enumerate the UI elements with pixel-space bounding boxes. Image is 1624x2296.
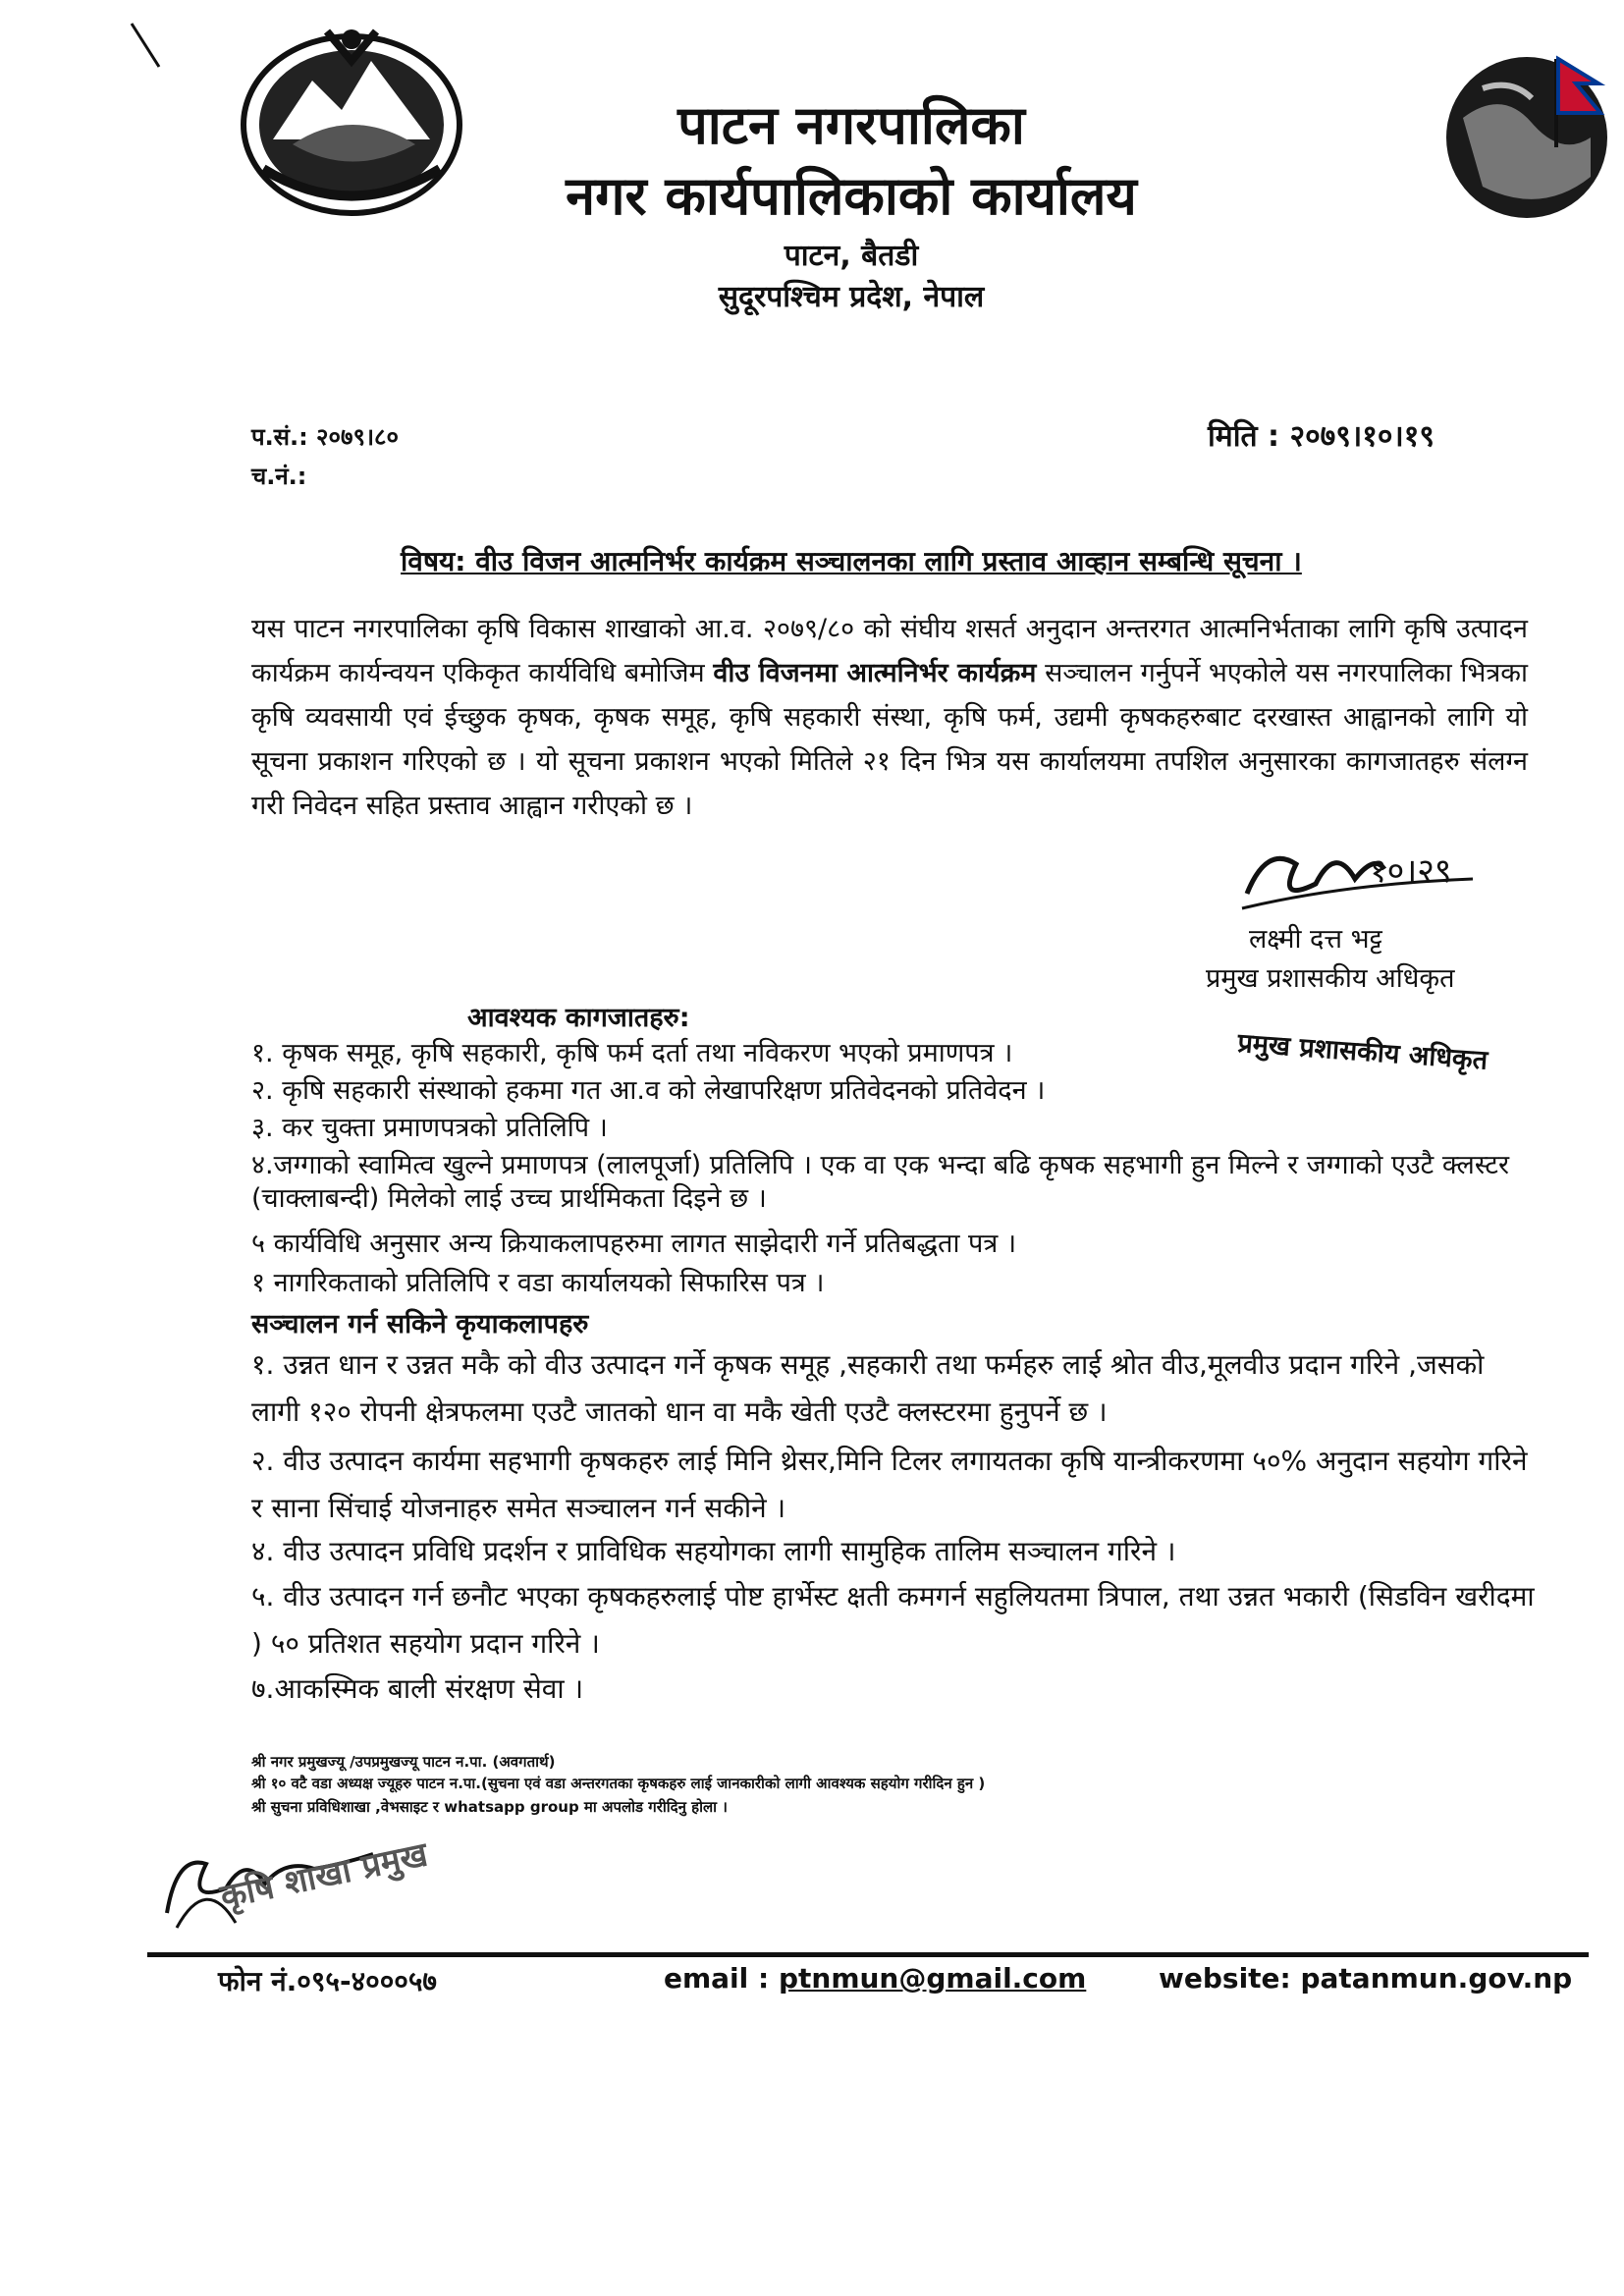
activities-heading: सञ्चालन गर्न सकिने कृयाकलापहरु [251, 1309, 589, 1339]
list-item: १. कृषक समूह, कृषि सहकारी, कृषि फर्म दर्ता तथा नविकरण भएको प्रमाणपत्र । [251, 1038, 1013, 1068]
list-item: १ नागरिकताको प्रतिलिपि र वडा कार्यालयको सिफारिस पत्र । [251, 1268, 825, 1298]
documents-heading: आवश्यक कागजातहरु: [467, 1003, 690, 1033]
office-name: पाटन नगरपालिका [677, 94, 1025, 156]
email-label: email : [664, 1962, 779, 1995]
list-item: ५ कार्यविधि अनुसार अन्य क्रियाकलापहरुमा लागत साझेदारी गर्ने प्रतिबद्धता पत्र । [251, 1229, 1017, 1259]
section-stamp: कृषि शाखा प्रमुख [217, 1834, 431, 1918]
footer-website[interactable]: website: patanmun.gov.np [1159, 1962, 1573, 1995]
address-line-1: पाटन, बैतडी [784, 239, 919, 273]
address-line-2: सुदूरपश्चिम प्रदेश, नेपाल [718, 280, 985, 314]
dispatch-number: च.नं.: [251, 463, 307, 490]
office-subtitle: नगर कार्यपालिकाको कार्यालय [566, 165, 1137, 227]
list-item: २. कृषि सहकारी संस्थाको हकमा गत आ.व को लेखापरिक्षण प्रतिवेदनको प्रतिवेदन । [251, 1075, 1046, 1106]
signatory-name: लक्ष्मी दत्त भट्ट [1249, 924, 1382, 955]
body-program-name: वीउ विजनमा आत्मनिर्भर कार्यक्रम [713, 658, 1037, 688]
subject-line: विषय: वीउ विजन आत्मनिर्भर कार्यक्रम सञ्चालनका लागि प्रस्ताव आव्हान सम्बन्धि सूचना । [401, 545, 1302, 577]
email-link[interactable]: ptnmun@gmail.com [778, 1962, 1087, 1995]
list-item: ४.जग्गाको स्वामित्व खुल्ने प्रमाणपत्र (लालपूर्जा) प्रतिलिपि । एक वा एक भन्दा बढि कृषक सहभागी हुन मिल्ने र जग्गाको एउटै क्लस्टर (चाक्लाबन्दी) मिलेको लाई उच्च प्रार्थमिकता दिइने छ । [251, 1150, 1510, 1214]
pen-mark [128, 20, 167, 74]
notice-body [251, 607, 1528, 828]
letter-date: मिति : २०७९।१०।१९ [1208, 419, 1435, 454]
footer-divider [147, 1952, 1589, 1957]
list-item: ५. वीउ उत्पादन गर्न छनौट भएका कृषकहरुलाई पोष्ट हार्भेस्ट क्षती कमगर्न सहुलियतमा त्रिपाल, तथा उन्नत भकारी (सिडविन खरीदमा ) ५० प्रतिशत सहयोग प्रदान गरिने । [251, 1580, 1535, 1660]
body-part-1: यस पाटन नगरपालिका कृषि विकास शाखाको आ.व. २०७९/८० को संघीय शसर्त अनुदान अन्तरगत आत्मनिर्भताका लागि कृषि उत्पादन कार्यक्रम कार्यन्वयन एकिकृत कार्यविधि बमोजिम [251, 614, 1528, 688]
list-item: २. वीउ उत्पादन कार्यमा सहभागी कृषकहरु लाई मिनि थ्रेसर,मिनि टिलर लगायतका कृषि यान्त्रीकरणमा ५०% अनुदान सहयोग गरिने र साना सिंचाई योजनाहरु समेत सञ्चालन गर्न सकीने । [251, 1445, 1528, 1524]
reference-number: प.सं.: २०७९।८० [251, 423, 400, 451]
signatory-designation: प्रमुख प्रशासकीय अधिकृत [1206, 963, 1455, 994]
cc-line: श्री नगर प्रमुखज्यू /उपप्रमुखज्यू पाटन न.पा. (अवगतार्थ) [251, 1753, 556, 1771]
signature-date: १०।२९ [1370, 851, 1452, 891]
cc-line: श्री सुचना प्रविधिशाखा ,वेभसाइट र whatsapp group मा अपलोड गरीदिनु होला । [251, 1798, 728, 1816]
designation-stamp: प्रमुख प्रशासकीय अधिकृत [1236, 1027, 1489, 1076]
list-item: १. उन्नत धान र उन्नत मकै को वीउ उत्पादन गर्ने कृषक समूह ,सहकारी तथा फर्महरु लाई श्रोत वीउ,मूलवीउ प्रदान गरिने ,जसको लागी १२० रोपनी क्षेत्रफलमा एउटै जातको धान वा मकै खेती एउटै क्लस्टरमा हुनुपर्ने छ । [251, 1348, 1485, 1428]
footer-email [664, 1962, 1086, 1995]
list-item: ४. वीउ उत्पादन प्रविधि प्रदर्शन र प्राविधिक सहयोगका लागी सामुहिक तालिम सञ्चालन गरिने । [251, 1535, 1176, 1567]
footer-phone: फोन नं.०९५-४०००५७ [218, 1965, 437, 1997]
cc-line: श्री १० वटै वडा अध्यक्ष ज्यूहरु पाटन न.पा.(सुचना एवं वडा अन्तरगतका कृषकहरु लाई जानकारीको लागी आवश्यक सहयोग गरीदिन हुन ) [251, 1775, 986, 1792]
body-part-2: सञ्चालन गर्नुपर्ने भएकोले यस नगरपालिका भित्रका कृषि व्यवसायी एवं ईच्छुक कृषक, कृषक समूह, कृषि सहकारी संस्था, कृषि फर्म, उद्यमी कृषकहरुबाट दरखास्त आह्वानको लागि यो सूचना प्रकाशन गरिएको छ । यो सूचना प्रकाशन भएको मितिले २१ दिन भित्र यस कार्यालयमा तपशिल अनुसारका कागजातहरु संलग्न गरी निवेदन सहित प्रस्ताव आह्वान गरीएको छ । [251, 658, 1528, 821]
list-item: ७.आकस्मिक बाली संरक्षण सेवा । [251, 1672, 584, 1705]
list-item: ३. कर चुक्ता प्रमाणपत्रको प्रतिलिपि । [251, 1113, 608, 1143]
